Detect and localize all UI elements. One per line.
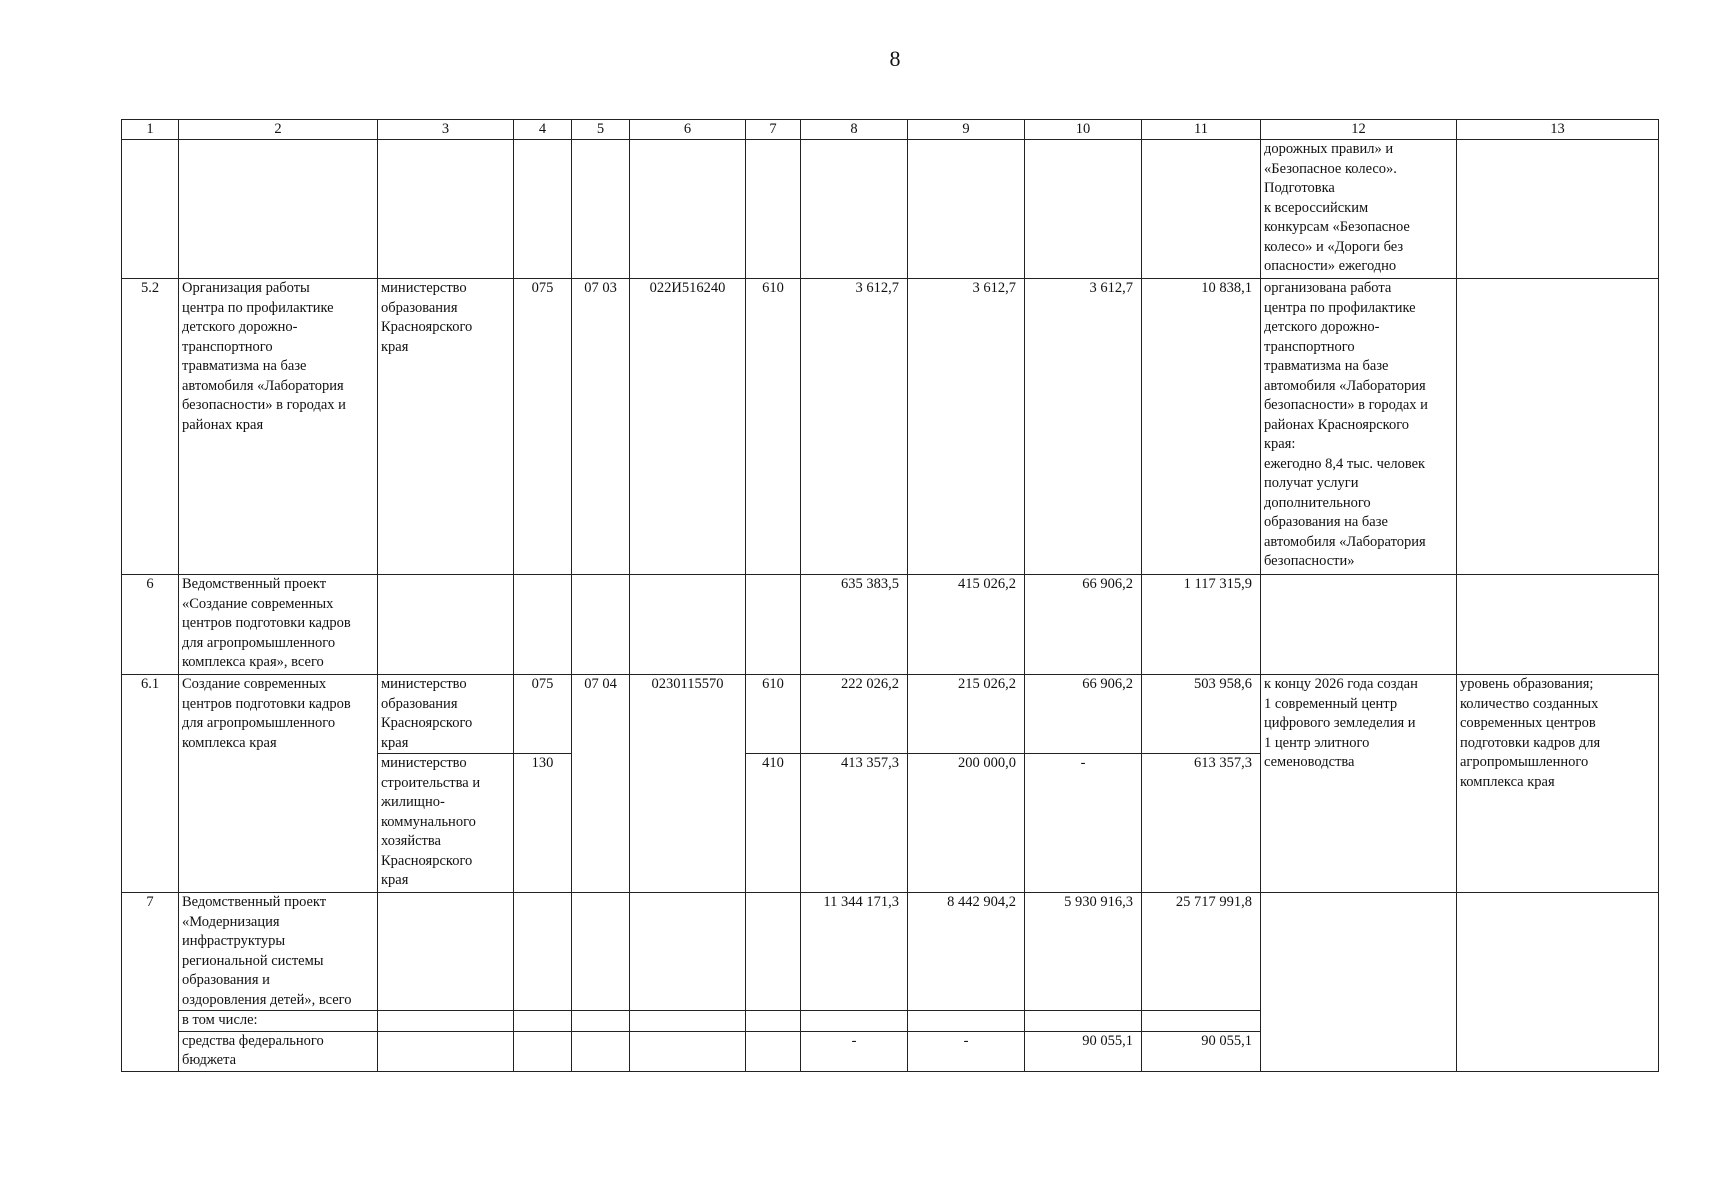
col-header: 13: [1457, 120, 1659, 140]
administrator: министерство образования Красноярского края: [378, 675, 514, 754]
table-row-7: [122, 893, 1659, 1011]
amount-year-3: -: [1025, 754, 1142, 893]
amount-year-2: 3 612,7: [908, 279, 1025, 575]
activity-name: Создание современных центров подготовки кадров для агропромышленного комплекса края: [179, 675, 378, 893]
amount-year-3: 66 906,2: [1025, 575, 1142, 675]
table-row-6-1: [122, 675, 1659, 754]
row-number: 7: [122, 893, 179, 1072]
result-cell: организована работа центра по профилактике детского дорожно- транспортного травматизма на базе автомобиля «Лаборатория безопасности» в городах и районах Красноярского края: ежегодно 8,4 тыс. человек получат услуги дополнительного образования на базе автомобиля «Лаборатория безопасности»: [1261, 279, 1457, 575]
amount-year-1: -: [801, 1031, 908, 1071]
amount-year-2: 415 026,2: [908, 575, 1025, 675]
amount-year-1: 11 344 171,3: [801, 893, 908, 1011]
row-number: 6: [122, 575, 179, 675]
amount-year-1: 222 026,2: [801, 675, 908, 754]
code-expense: 410: [746, 754, 801, 893]
activity-name: средства федерального бюджета: [179, 1031, 378, 1071]
activity-name: Ведомственный проект «Модернизация инфраструктуры региональной системы образования и оздоровления детей», всего: [179, 893, 378, 1011]
amount-year-3: 90 055,1: [1025, 1031, 1142, 1071]
amount-total: 10 838,1: [1142, 279, 1261, 575]
row-number: 6.1: [122, 675, 179, 893]
code-target: 0230115570: [630, 675, 746, 893]
administrator: министерство строительства и жилищно- коммунального хозяйства Красноярского края: [378, 754, 514, 893]
table-row-continuation: [122, 140, 1659, 279]
amount-year-2: -: [908, 1031, 1025, 1071]
amount-year-1: 635 383,5: [801, 575, 908, 675]
col-header: 8: [801, 120, 908, 140]
header-row: [122, 120, 1659, 140]
col-header: 11: [1142, 120, 1261, 140]
activity-name: Ведомственный проект «Создание современных центров подготовки кадров для агропромышленного комплекса края», всего: [179, 575, 378, 675]
col-header: 5: [572, 120, 630, 140]
row-number: 5.2: [122, 279, 179, 575]
amount-total: 613 357,3: [1142, 754, 1261, 893]
amount-year-1: 413 357,3: [801, 754, 908, 893]
amount-total: 25 717 991,8: [1142, 893, 1261, 1011]
col-header: 9: [908, 120, 1025, 140]
amount-total: 1 117 315,9: [1142, 575, 1261, 675]
amount-year-3: 3 612,7: [1025, 279, 1142, 575]
col-header: 10: [1025, 120, 1142, 140]
result-cell: дорожных правил» и «Безопасное колесо». Подготовка к всероссийским конкурсам «Безопасное колесо» и «Дороги без опасности» ежегодно: [1261, 140, 1457, 279]
amount-year-2: 215 026,2: [908, 675, 1025, 754]
result-cell: к концу 2026 года создан 1 современный центр цифрового земледелия и 1 центр элитного семеноводства: [1261, 675, 1457, 893]
col-header: 3: [378, 120, 514, 140]
amount-total: 503 958,6: [1142, 675, 1261, 754]
budget-table: [121, 119, 1659, 1072]
code-grbs: 075: [514, 279, 572, 575]
amount-total: 90 055,1: [1142, 1031, 1261, 1071]
activity-name: в том числе:: [179, 1011, 378, 1032]
amount-year-1: 3 612,7: [801, 279, 908, 575]
indicator-cell: уровень образования; количество созданных современных центров подготовки кадров для агропромышленного комплекса края: [1457, 675, 1659, 893]
administrator: министерство образования Красноярского края: [378, 279, 514, 575]
col-header: 12: [1261, 120, 1457, 140]
table-row-5-2: [122, 279, 1659, 575]
code-target: 022И516240: [630, 279, 746, 575]
col-header: 7: [746, 120, 801, 140]
code-expense: 610: [746, 279, 801, 575]
code-grbs: 130: [514, 754, 572, 893]
col-header: 4: [514, 120, 572, 140]
amount-year-2: 8 442 904,2: [908, 893, 1025, 1011]
col-header: 2: [179, 120, 378, 140]
amount-year-3: 5 930 916,3: [1025, 893, 1142, 1011]
amount-year-2: 200 000,0: [908, 754, 1025, 893]
code-section: 07 03: [572, 279, 630, 575]
col-header: 1: [122, 120, 179, 140]
page-number: 8: [889, 46, 901, 71]
col-header: 6: [630, 120, 746, 140]
code-section: 07 04: [572, 675, 630, 893]
code-expense: 610: [746, 675, 801, 754]
table-row-6: [122, 575, 1659, 675]
amount-year-3: 66 906,2: [1025, 675, 1142, 754]
activity-name: Организация работы центра по профилактике детского дорожно- транспортного травматизма на базе автомобиля «Лаборатория безопасности» в городах и районах края: [179, 279, 378, 575]
code-grbs: 075: [514, 675, 572, 754]
